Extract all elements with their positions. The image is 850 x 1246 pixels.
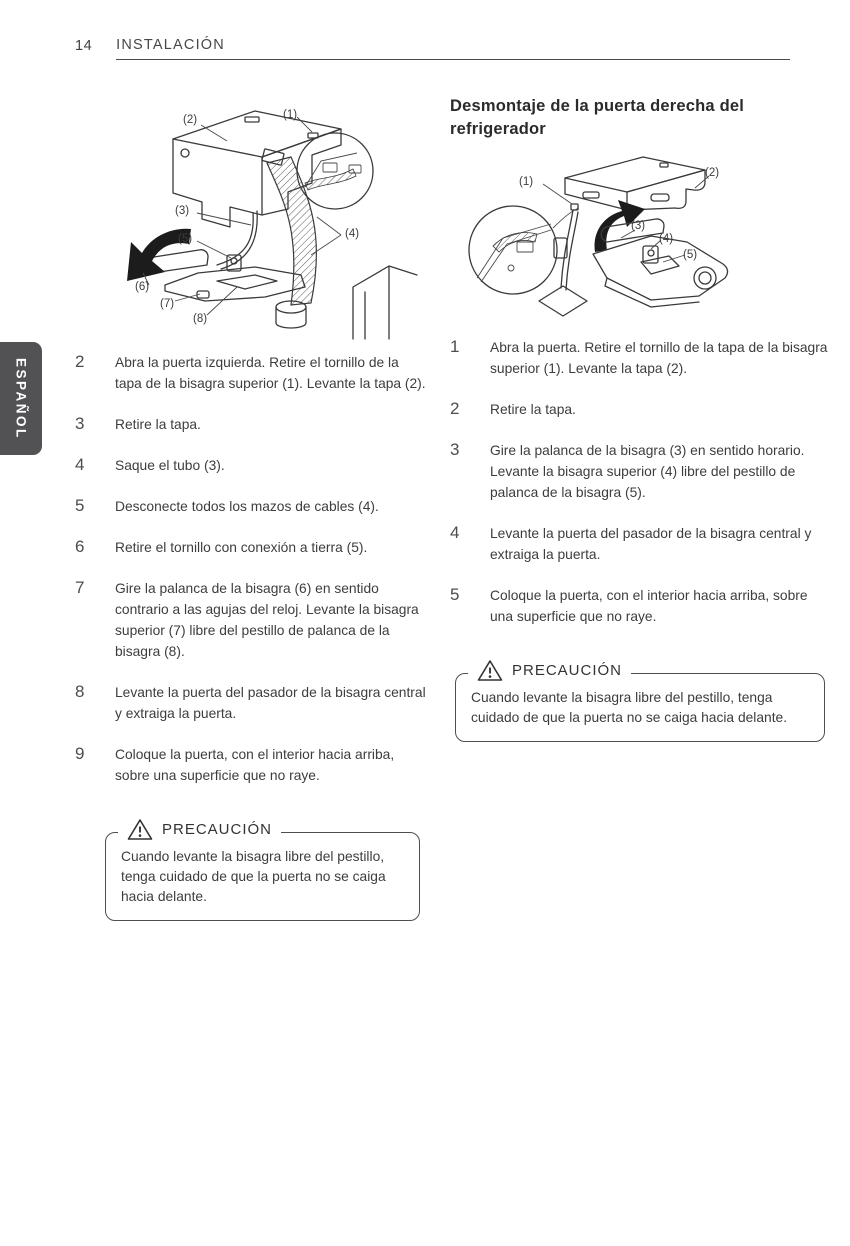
step-number: 2: [450, 399, 460, 418]
step-number: 3: [450, 440, 460, 459]
left-steps-list: [75, 352, 430, 786]
step-number: 4: [450, 523, 460, 542]
step-text: Desconecte todos los mazos de cables (4).: [115, 499, 379, 514]
step-number: 2: [75, 352, 85, 371]
language-tab-label: ESPAÑOL: [13, 357, 29, 440]
left-hinge-figure: [105, 95, 435, 340]
step-text: Abra la puerta. Retire el tornillo de la tapa de la bisagra superior (1). Levante la tapa (2).: [490, 340, 828, 376]
figure-callout-5: (5): [683, 249, 698, 261]
caution-title-text: PRECAUCIÓN: [162, 821, 273, 838]
page-header: [75, 36, 790, 60]
right-hinge-diagram-art: [455, 150, 795, 325]
step-text: Saque el tubo (3).: [115, 458, 225, 473]
figure-callout-3: (3): [175, 205, 190, 217]
step-item: [75, 744, 430, 786]
figure-callout-4: (4): [345, 228, 360, 240]
figure-callout-7: (7): [160, 298, 175, 310]
language-tab: [0, 342, 42, 455]
figure-callout-8: (8): [193, 313, 208, 325]
step-number: 5: [450, 585, 460, 604]
figure-callout-6: (6): [135, 281, 150, 293]
step-item: [75, 455, 430, 476]
page-number: 14: [75, 38, 93, 54]
step-item: [75, 578, 430, 662]
figure-callout-1: (1): [519, 176, 534, 188]
step-text: Levante la puerta del pasador de la bisagra central y extraiga la puerta.: [490, 526, 812, 562]
right-hinge-figure: [455, 150, 795, 325]
step-number: 9: [75, 744, 85, 763]
step-text: Gire la palanca de la bisagra (3) en sentido horario. Levante la bisagra superior (4) libre del pestillo de palanca de la bisagra (5).: [490, 443, 805, 500]
step-item: [75, 537, 430, 558]
step-number: 5: [75, 496, 85, 515]
step-number: 6: [75, 537, 85, 556]
step-item: [75, 682, 430, 724]
step-text: Coloque la puerta, con el interior hacia arriba, sobre una superficie que no raye.: [490, 588, 808, 624]
step-item: [450, 440, 830, 503]
figure-callout-4: (4): [659, 233, 674, 245]
step-text: Gire la palanca de la bisagra (6) en sentido contrario a las agujas del reloj. Levante la bisagra superior (7) libre del pestillo de palanca de la bisagra (8).: [115, 581, 419, 659]
step-number: 1: [450, 337, 460, 356]
step-item: [75, 352, 430, 394]
step-text: Coloque la puerta, con el interior hacia arriba, sobre una superficie que no raye.: [115, 747, 395, 783]
caution-box: [105, 821, 420, 921]
right-steps-list: [450, 337, 830, 627]
step-item: [450, 399, 830, 420]
step-item: [450, 337, 830, 379]
step-item: [75, 496, 430, 517]
right-column: [450, 95, 830, 742]
step-number: 4: [75, 455, 85, 474]
section-heading: Desmontaje de la puerta derecha del refrigerador: [450, 97, 745, 138]
caution-title-text: PRECAUCIÓN: [512, 662, 623, 679]
step-number: 3: [75, 414, 85, 433]
step-item: [450, 523, 830, 565]
step-number: 8: [75, 682, 85, 701]
warning-triangle-icon: [477, 659, 503, 682]
caution-title: [118, 818, 281, 841]
figure-callout-5: (5): [178, 233, 193, 245]
warning-triangle-icon: [127, 818, 153, 841]
figure-callout-3: (3): [631, 220, 646, 232]
step-text: Abra la puerta izquierda. Retire el tornillo de la tapa de la bisagra superior (1). Levante la tapa (2).: [115, 355, 426, 391]
caution-box: [455, 662, 825, 742]
figure-callout-2: (2): [705, 167, 720, 179]
left-column: [75, 95, 430, 921]
step-number: 7: [75, 578, 85, 597]
caution-title: [468, 659, 631, 682]
step-text: Retire la tapa.: [115, 417, 201, 432]
left-hinge-diagram-art: [105, 95, 435, 340]
caution-text: Cuando levante la bisagra libre del pestillo, tenga cuidado de que la puerta no se caiga hacia delante.: [121, 849, 386, 904]
figure-callout-2: (2): [183, 114, 198, 126]
figure-callout-1: (1): [283, 109, 298, 121]
caution-text: Cuando levante la bisagra libre del pestillo, tenga cuidado de que la puerta no se caiga hacia delante.: [471, 690, 788, 725]
section-title: INSTALACIÓN: [116, 37, 225, 53]
header-rule: [116, 36, 790, 60]
step-item: [75, 414, 430, 435]
step-text: Levante la puerta del pasador de la bisagra central y extraiga la puerta.: [115, 685, 426, 721]
step-text: Retire la tapa.: [490, 402, 576, 417]
step-text: Retire el tornillo con conexión a tierra (5).: [115, 540, 368, 555]
step-item: [450, 585, 830, 627]
